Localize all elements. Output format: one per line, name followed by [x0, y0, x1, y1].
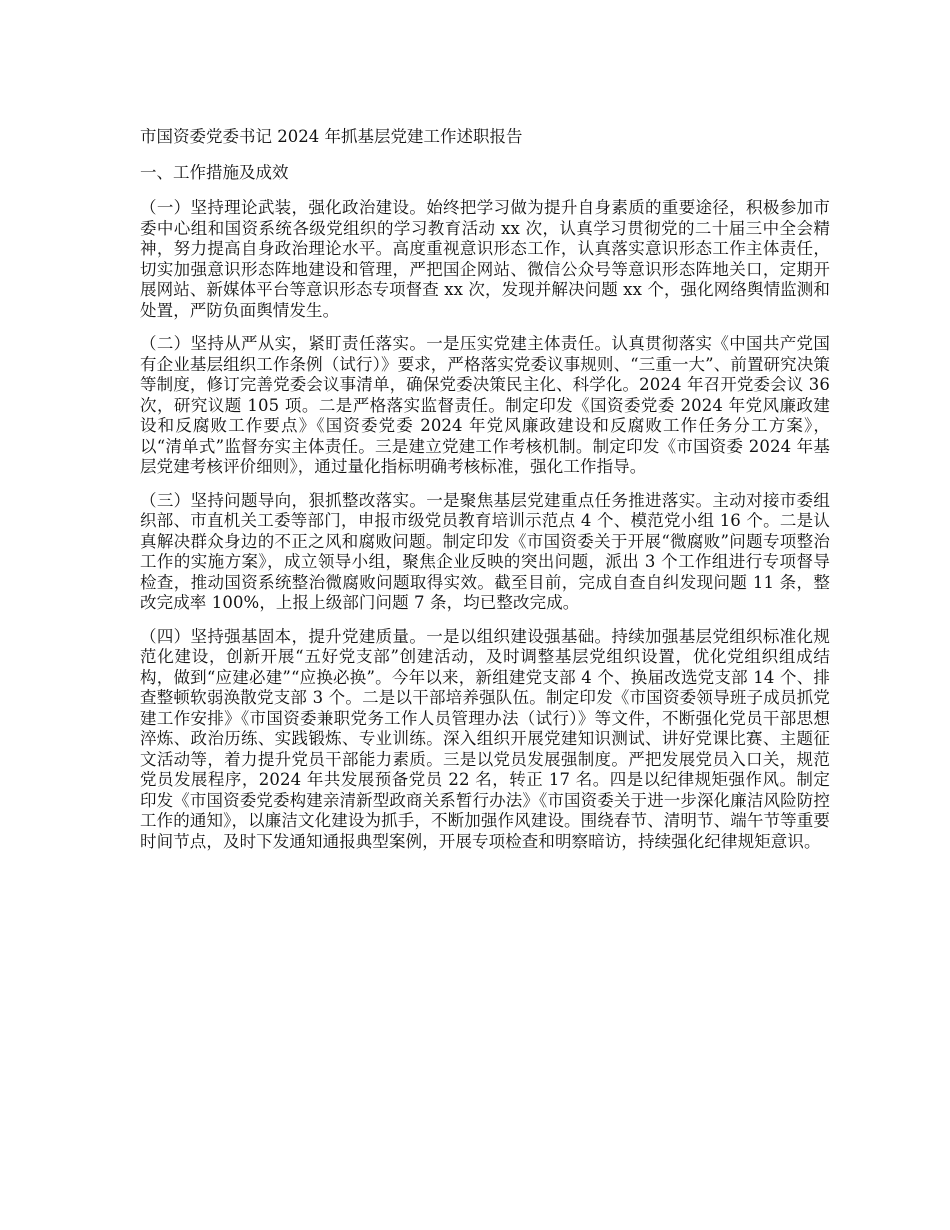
paragraph-responsibility: （二）坚持从严从实，紧盯责任落实。一是压实党建主体责任。认真贯彻落实《中国共产党国有企业基层组织工作条例（试行）》要求，严格落实党委议事规则、“三重一大”、前置研究决策等制度，修订完善党委会议事清单，确保党委决策民主化、科学化。2024 年召开党委会议 36 次，研究议题 105 项。二是严格落实监督责任。制定印发《国资委党委 2024 年党风廉政建设和反腐败工作要点》《国资委党委 2024 年党风廉政建设和反腐败工作任务分工方案》，以“清单式”监督夯实主体责任。三是建立党建工作考核机制。制定印发《市国资委 2024 年基层党建考核评价细则》，通过量化指标明确考核标准，强化工作指导。 — [140, 334, 830, 476]
document-title: 市国资委党委书记 2024 年抓基层党建工作述职报告 — [140, 127, 523, 146]
document-page — [140, 126, 830, 865]
section-heading: 一、工作措施及成效 — [140, 163, 289, 182]
paragraph-rectification: （三）坚持问题导向，狠抓整改落实。一是聚焦基层党建重点任务推进落实。主动对接市委组织部、市直机关工委等部门，申报市级党员教育培训示范点 4 个、模范党小组 16 个。二是认真解决群众身边的不正之风和腐败问题。制定印发《市国资委关于开展“微腐败”问题专项整治工作的实施方案》，成立领导小组，聚焦企业反映的突出问题，派出 3 个工作组进行专项督导检查，推动国资系统整治微腐败问题取得实效。截至目前，完成自查自纠发现问题 11 条，整改完成率 100%，上报上级部门问题 7 条，均已整改完成。 — [140, 490, 830, 612]
paragraph-theory: （一）坚持理论武装，强化政治建设。始终把学习做为提升自身素质的重要途径，积极参加市委中心组和国资系统各级党组织的学习教育活动 xx 次，认真学习贯彻党的二十届三中全会精神，努力提高自身政治理论水平。高度重视意识形态工作，认真落实意识形态工作主体责任，切实加强意识形态阵地建设和管理，严把国企网站、微信公众号等意识形态阵地关口，定期开展网站、新媒体平台等意识形态专项督查 xx 次，发现并解决问题 xx 个，强化网络舆情监测和处置，严防负面舆情发生。 — [140, 198, 830, 320]
paragraph-foundation: （四）坚持强基固本，提升党建质量。一是以组织建设强基础。持续加强基层党组织标准化规范化建设，创新开展“五好党支部”创建活动，及时调整基层党组织设置，优化党组织组成结构，做到“应建必建”“应换必换”。今年以来，新组建党支部 4 个、换届改选党支部 14 个、排查整顿软弱涣散党支部 3 个。二是以干部培养强队伍。制定印发《市国资委领导班子成员抓党建工作安排》《市国资委兼职党务工作人员管理办法（试行）》等文件，不断强化党员干部思想淬炼、政治历练、实践锻炼、专业训练。深入组织开展党建知识测试、讲好党课比赛、主题征文活动等，着力提升党员干部能力素质。三是以党员发展强制度。严把发展党员入口关，规范党员发展程序，2024 年共发展预备党员 22 名，转正 17 名。四是以纪律规矩强作风。制定印发《市国资委党委构建亲清新型政商关系暂行办法》《市国资委关于进一步深化廉洁风险防控工作的通知》，以廉洁文化建设为抓手，不断加强作风建设。围绕春节、清明节、端午节等重要时间节点，及时下发通知通报典型案例，开展专项检查和明察暗访，持续强化纪律规矩意识。 — [140, 626, 830, 851]
